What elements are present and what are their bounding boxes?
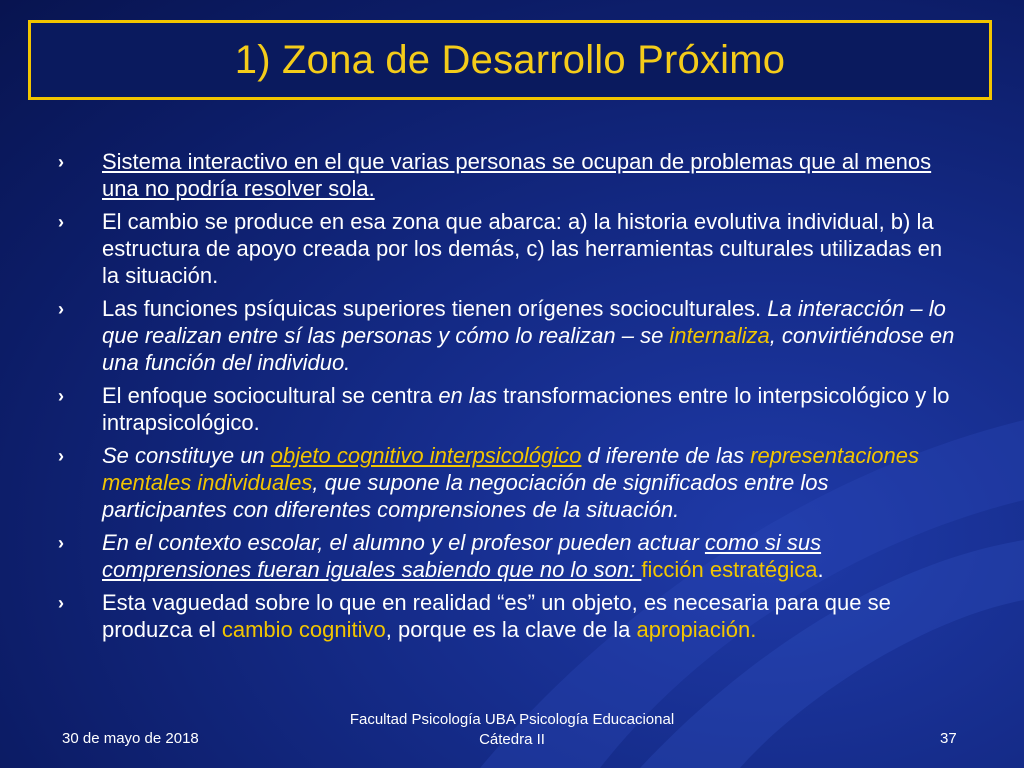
bullet-text-segment: apropiación. (636, 617, 757, 642)
bullet-text-segment: Las funciones psíquicas superiores tienen orígenes socioculturales. (102, 296, 768, 321)
bullet-text-segment: ficción estratégica (641, 557, 818, 582)
footer-institution: Facultad Psicología UBA Psicología Educacional (349, 711, 675, 728)
bullet-text-segment: transformaciones entre lo interpsicológico y lo intrapsicológico. (102, 383, 950, 435)
bullet-text-segment: Se constituye un (102, 443, 271, 468)
chevron-right-icon: › (58, 212, 64, 232)
bullet-text-segment: , que supone la negociación de significados entre los participantes con diferentes comprensiones de la situación. (102, 470, 829, 522)
bullet-text-segment: objeto cognitivo interpsicológico (270, 443, 582, 468)
bullet-item (58, 295, 958, 376)
chevron-right-icon: › (58, 386, 64, 406)
bullet-text-segment: El cambio se produce en esa zona que abarca: a) la historia evolutiva individual, b) la estructura de apoyo creada por los demás, c) las herramientas culturales utilizadas en la situación. (102, 209, 943, 288)
footer-center (0, 710, 1024, 750)
title-box (28, 20, 992, 100)
chevron-right-icon: › (58, 593, 64, 613)
bullet-text-segment: d iferente de las (581, 443, 751, 468)
chevron-right-icon: › (58, 446, 64, 466)
bullet-item (58, 589, 958, 643)
bullet-item (58, 148, 958, 202)
bullet-text-segment: , porque es la clave de la (385, 617, 637, 642)
slide-title: 1) Zona de Desarrollo Próximo (234, 38, 786, 82)
bullet-text-segment: , convirtiéndose en una función del individuo. (102, 323, 955, 375)
bullet-text-segment: cambio cognitivo (221, 617, 386, 642)
bullet-item (58, 529, 958, 583)
bullet-item (58, 442, 958, 523)
page-number: 37 (940, 730, 957, 747)
bullet-list (58, 148, 958, 649)
bullet-text-segment: . (817, 557, 824, 582)
bullet-text-segment: como si sus comprensiones fueran iguales sabiendo que no lo son: (102, 530, 822, 582)
chevron-right-icon: › (58, 299, 64, 319)
bullet-item (58, 208, 958, 289)
bullet-text-segment: Sistema interactivo en el que varias personas se ocupan de problemas que al menos una no podría resolver sola. (102, 149, 932, 201)
bullet-text-segment: internaliza (669, 323, 770, 348)
chevron-right-icon: › (58, 533, 64, 553)
bullet-text-segment: representaciones mentales individuales (102, 443, 919, 495)
chevron-right-icon: › (58, 152, 64, 172)
bullet-text-segment: El enfoque sociocultural se centra (102, 383, 439, 408)
bullet-text-segment: Esta vaguedad sobre lo que en realidad “es” un objeto, es necesaria para que se produzca el (102, 590, 891, 642)
bullet-text-segment: La interacción – lo que realizan entre sí las personas y cómo lo realizan – se (102, 296, 946, 348)
bullet-text-segment: En el contexto escolar, el alumno y el profesor pueden actuar (102, 530, 705, 555)
footer-date: 30 de mayo de 2018 (62, 730, 199, 747)
bullet-text-segment: en las (438, 383, 498, 408)
footer-chair: Cátedra II (479, 731, 545, 748)
bullet-item (58, 382, 958, 436)
